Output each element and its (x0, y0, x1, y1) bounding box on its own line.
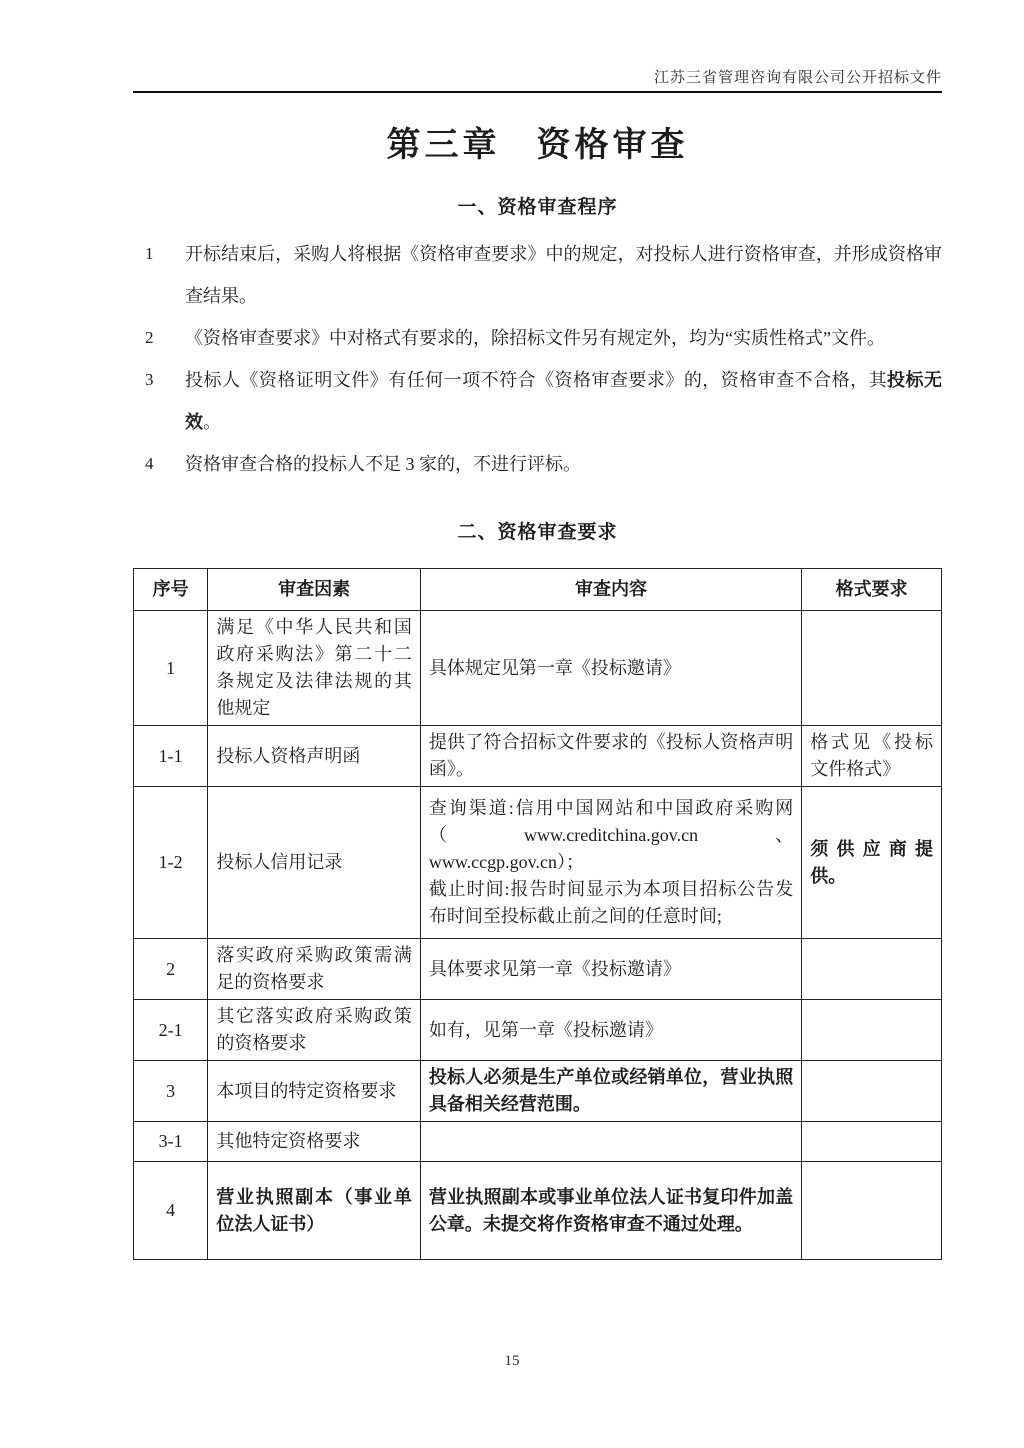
cell-format (802, 1061, 942, 1122)
cell-content: 投标人必须是生产单位或经销单位，营业执照具备相关经营范围。 (420, 1061, 801, 1122)
cell-factor: 其它落实政府采购政策的资格要求 (208, 1000, 421, 1061)
cell-format (802, 939, 942, 1000)
table-row (134, 1000, 942, 1061)
cell-format: 须供应商提供。 (802, 787, 942, 939)
cell-factor: 落实政府采购政策需满足的资格要求 (208, 939, 421, 1000)
table-row (134, 787, 942, 939)
table-row (134, 1162, 942, 1260)
cell-content: 具体规定见第一章《投标邀请》 (420, 611, 801, 726)
document-header-title: 江苏三省管理咨询有限公司公开招标文件 (653, 70, 942, 86)
cell-factor: 满足《中华人民共和国政府采购法》第二十二条规定及法律法规的其他规定 (208, 611, 421, 726)
cell-no: 2 (134, 939, 208, 1000)
table-header-row (134, 569, 942, 611)
cell-no: 1 (134, 611, 208, 726)
list-item (145, 233, 942, 317)
cell-format: 格式见《投标文件格式》 (802, 726, 942, 787)
list-item-number: 2 (145, 328, 154, 347)
cell-content-line: 查询渠道:信用中国网站和中国政府采购网（www.creditchina.gov.cn、www.ccgp.gov.cn）； (428, 798, 794, 872)
cell-no: 3-1 (134, 1122, 208, 1162)
cell-content: 具体要求见第一章《投标邀请》 (420, 939, 801, 1000)
table-row (134, 1061, 942, 1122)
cell-format (802, 1000, 942, 1061)
list-item-text: 资格审查合格的投标人不足 3 家的，不进行评标。 (185, 454, 581, 474)
cell-content (420, 787, 801, 939)
section-heading-requirements: 二、资格审查要求 (457, 522, 618, 543)
cell-content: 如有，见第一章《投标邀请》 (420, 1000, 801, 1061)
cell-no: 3 (134, 1061, 208, 1122)
table-row (134, 1122, 942, 1162)
cell-content: 提供了符合招标文件要求的《投标人资格声明函》。 (420, 726, 801, 787)
cell-factor: 其他特定资格要求 (208, 1122, 421, 1162)
table-row (134, 611, 942, 726)
chapter-number: 第三章 (386, 127, 501, 164)
cell-format (802, 1162, 942, 1260)
cell-factor: 投标人资格声明函 (208, 726, 421, 787)
procedure-list (133, 233, 942, 485)
column-header-format: 格式要求 (802, 569, 942, 611)
list-item (145, 443, 942, 485)
chapter-title (133, 117, 942, 166)
column-header-factor: 审查因素 (208, 569, 421, 611)
page-content (133, 0, 942, 1260)
list-item-number: 3 (145, 370, 154, 389)
section-heading-procedure: 一、资格审查程序 (457, 197, 618, 218)
column-header-content: 审查内容 (420, 569, 801, 611)
page-number: 15 (504, 1353, 520, 1369)
cell-content-line: 截止时间:报告时间显示为本项目招标公告发布时间至投标截止前之间的任意时间; (428, 879, 794, 926)
list-item-text-bold: 投标无效 (185, 370, 942, 432)
cell-factor: 投标人信用记录 (208, 787, 421, 939)
cell-content (420, 1122, 801, 1162)
list-item-text-end: 。 (203, 412, 221, 432)
cell-no: 2-1 (134, 1000, 208, 1061)
list-item-number: 4 (145, 454, 154, 473)
list-item-text (185, 359, 942, 443)
qualification-requirements-table (133, 568, 942, 1260)
cell-factor: 营业执照副本（事业单位法人证书） (208, 1162, 421, 1260)
cell-format (802, 611, 942, 726)
list-item (145, 317, 942, 359)
header-divider (133, 91, 942, 93)
list-item-number: 1 (145, 244, 154, 263)
chapter-name: 资格审查 (536, 127, 689, 164)
list-item-text: 《资格审查要求》中对格式有要求的，除招标文件另有规定外，均为“实质性格式”文件。 (185, 328, 885, 348)
list-item-text: 开标结束后，采购人将根据《资格审查要求》中的规定，对投标人进行资格审查，并形成资格审查结果。 (185, 244, 942, 306)
cell-no: 1-2 (134, 787, 208, 939)
list-item (145, 359, 942, 443)
cell-content: 营业执照副本或事业单位法人证书复印件加盖公章。未提交将作资格审查不通过处理。 (420, 1162, 801, 1260)
cell-format (802, 1122, 942, 1162)
cell-no: 4 (134, 1162, 208, 1260)
list-item-text-normal: 投标人《资格证明文件》有任何一项不符合《资格审查要求》的，资格审查不合格，其 (185, 370, 888, 390)
cell-no: 1-1 (134, 726, 208, 787)
table-row (134, 939, 942, 1000)
table-row (134, 726, 942, 787)
cell-factor: 本项目的特定资格要求 (208, 1061, 421, 1122)
column-header-no: 序号 (134, 569, 208, 611)
